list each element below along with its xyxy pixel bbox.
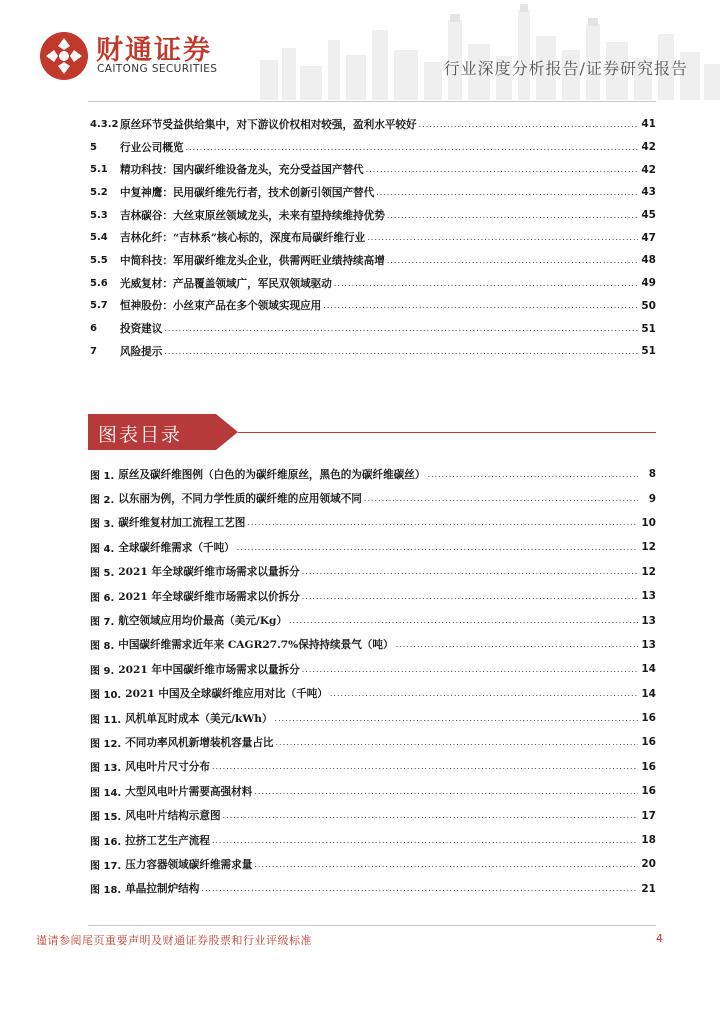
figure-entry[interactable] bbox=[90, 511, 656, 535]
figure-page: 13 bbox=[641, 614, 656, 627]
toc-number: 5.7 bbox=[90, 300, 108, 312]
figure-title: 风电叶片结构示意图 bbox=[125, 810, 221, 823]
table-of-contents bbox=[90, 113, 656, 363]
toc-page: 50 bbox=[641, 299, 656, 312]
toc-number: 5.5 bbox=[90, 254, 108, 266]
figure-title: 中国碳纤维需求近年来 CAGR27.7%保持持续景气（吨） bbox=[118, 639, 394, 652]
figure-entry[interactable] bbox=[90, 803, 656, 827]
figure-title: 航空领域应用均价最高（美元/Kg） bbox=[118, 615, 288, 628]
toc-entry[interactable] bbox=[90, 181, 656, 204]
figure-entry[interactable] bbox=[90, 755, 656, 779]
toc-title: 吉林碳谷：大丝束原丝领域龙头，未来有望持续维持优势 bbox=[120, 209, 385, 222]
figure-title: 单晶拉制炉结构 bbox=[125, 883, 200, 896]
figure-number: 图 14. bbox=[90, 787, 122, 799]
leader-dots bbox=[427, 470, 638, 479]
figure-title: 大型风电叶片需要高强材料 bbox=[125, 785, 253, 798]
toc-page: 45 bbox=[641, 209, 656, 222]
toc-page: 48 bbox=[641, 254, 656, 267]
leader-dots bbox=[276, 738, 638, 747]
toc-entry[interactable] bbox=[90, 249, 656, 272]
figure-number: 图 13. bbox=[90, 763, 122, 775]
leader-dots bbox=[164, 347, 638, 356]
figure-number: 图 7. bbox=[90, 617, 115, 629]
toc-page: 42 bbox=[641, 163, 656, 176]
figure-page: 13 bbox=[641, 638, 656, 651]
leader-dots bbox=[289, 616, 638, 625]
figure-number: 图 8. bbox=[90, 641, 115, 653]
toc-entry[interactable] bbox=[90, 158, 656, 181]
leader-dots bbox=[275, 714, 638, 723]
toc-entry[interactable] bbox=[90, 204, 656, 227]
toc-page: 43 bbox=[641, 186, 656, 199]
figure-list bbox=[90, 462, 656, 901]
figure-number: 图 6. bbox=[90, 592, 115, 604]
figure-entry[interactable] bbox=[90, 584, 656, 608]
figure-page: 16 bbox=[641, 736, 656, 749]
figure-title: 风机单瓦时成本（美元/kWh） bbox=[125, 712, 273, 725]
figure-entry[interactable] bbox=[90, 560, 656, 584]
leader-dots bbox=[254, 787, 638, 796]
figure-page: 20 bbox=[641, 858, 656, 871]
leader-dots bbox=[254, 860, 638, 869]
figure-page: 16 bbox=[641, 760, 656, 773]
figure-title: 2021 中国及全球碳纤维应用对比（千吨） bbox=[125, 688, 328, 701]
caitong-logo-icon bbox=[38, 30, 90, 82]
figure-number: 图 5. bbox=[90, 568, 115, 580]
figure-number: 图 15. bbox=[90, 812, 122, 824]
toc-page: 51 bbox=[641, 345, 656, 358]
footer-divider bbox=[88, 925, 656, 926]
figure-title: 原丝及碳纤维图例（白色的为碳纤维原丝，黑色的为碳纤维碳丝） bbox=[118, 468, 426, 481]
toc-title: 中复神鹰：民用碳纤维先行者，技术创新引领国产替代 bbox=[120, 186, 375, 199]
figure-entry[interactable] bbox=[90, 633, 656, 657]
figure-entry[interactable] bbox=[90, 877, 656, 901]
toc-number: 7 bbox=[90, 345, 97, 357]
figure-page: 18 bbox=[641, 834, 656, 847]
leader-dots bbox=[201, 884, 638, 893]
toc-page: 51 bbox=[641, 322, 656, 335]
figure-page: 16 bbox=[641, 712, 656, 725]
city-skyline-image bbox=[250, 0, 724, 100]
leader-dots bbox=[419, 120, 638, 129]
figure-entry[interactable] bbox=[90, 730, 656, 754]
figure-title: 压力容器领域碳纤维需求量 bbox=[125, 858, 253, 871]
brand-name-en: CAITONG SECURITIES bbox=[97, 63, 218, 75]
toc-title: 光威复材：产品覆盖领域广，军民双领域驱动 bbox=[120, 277, 332, 290]
toc-entry[interactable] bbox=[90, 317, 656, 340]
figure-number: 图 3. bbox=[90, 519, 115, 531]
toc-page: 49 bbox=[641, 277, 656, 290]
figure-page: 16 bbox=[641, 785, 656, 798]
figure-number: 图 9. bbox=[90, 665, 115, 677]
leader-dots bbox=[330, 689, 638, 698]
figure-number: 图 10. bbox=[90, 690, 122, 702]
figure-page: 13 bbox=[641, 590, 656, 603]
toc-page: 41 bbox=[641, 118, 656, 131]
toc-number: 5.3 bbox=[90, 209, 108, 221]
page-number: 4 bbox=[656, 932, 663, 945]
toc-title: 精功科技：国内碳纤维设备龙头，充分受益国产替代 bbox=[120, 164, 364, 177]
leader-dots bbox=[302, 592, 638, 601]
figure-number: 图 16. bbox=[90, 836, 122, 848]
footer-disclaimer[interactable]: 谨请参阅尾页重要声明及财通证券股票和行业评级标准 bbox=[36, 934, 312, 947]
toc-entry[interactable] bbox=[90, 226, 656, 249]
figure-entry[interactable] bbox=[90, 852, 656, 876]
figure-page: 9 bbox=[648, 492, 656, 505]
banner-rule bbox=[238, 432, 656, 433]
leader-dots bbox=[376, 188, 638, 197]
leader-dots bbox=[387, 211, 638, 220]
figure-page: 17 bbox=[641, 809, 656, 822]
toc-entry[interactable] bbox=[90, 136, 656, 159]
figure-page: 21 bbox=[641, 882, 656, 895]
toc-title: 恒神股份：小丝束产品在多个领域实现应用 bbox=[120, 300, 322, 313]
figure-page: 10 bbox=[641, 516, 656, 529]
toc-entry[interactable] bbox=[90, 272, 656, 295]
figure-number: 图 17. bbox=[90, 860, 122, 872]
toc-entry[interactable] bbox=[90, 295, 656, 318]
report-type: 行业深度分析报告/证券研究报告 bbox=[443, 59, 688, 78]
leader-dots bbox=[323, 301, 638, 310]
figure-title: 碳纤维复材加工流程工艺图 bbox=[118, 517, 246, 530]
figure-page: 14 bbox=[641, 687, 656, 700]
figure-entry[interactable] bbox=[90, 682, 656, 706]
figure-number: 图 11. bbox=[90, 714, 122, 726]
figure-title: 不同功率风机新增装机容量占比 bbox=[125, 736, 274, 749]
toc-entry[interactable] bbox=[90, 113, 656, 136]
toc-title: 吉林化纤：“吉林系”核心标的，深度布局碳纤维行业 bbox=[120, 232, 366, 245]
figure-entry[interactable] bbox=[90, 706, 656, 730]
figure-number: 图 1. bbox=[90, 470, 115, 482]
toc-title: 行业公司概览 bbox=[120, 141, 184, 154]
figure-list-heading: 图表目录 bbox=[98, 424, 183, 446]
leader-dots bbox=[237, 543, 638, 552]
toc-number: 5.2 bbox=[90, 186, 108, 198]
toc-number: 6 bbox=[90, 323, 97, 335]
figure-page: 12 bbox=[641, 541, 656, 554]
figure-page: 8 bbox=[648, 468, 656, 481]
figure-entry[interactable] bbox=[90, 462, 656, 486]
leader-dots bbox=[367, 233, 638, 242]
figure-number: 图 12. bbox=[90, 738, 122, 750]
leader-dots bbox=[186, 143, 638, 152]
figure-entry[interactable] bbox=[90, 828, 656, 852]
toc-number: 5.4 bbox=[90, 232, 108, 244]
figure-number: 图 4. bbox=[90, 543, 115, 555]
figure-list-banner bbox=[88, 414, 656, 450]
toc-entry[interactable] bbox=[90, 340, 656, 363]
figure-title: 全球碳纤维需求（千吨） bbox=[118, 541, 235, 554]
figure-page: 12 bbox=[641, 565, 656, 578]
figure-title: 2021 年全球碳纤维市场需求以量拆分 bbox=[118, 566, 300, 579]
figure-number: 图 2. bbox=[90, 495, 115, 507]
figure-entry[interactable] bbox=[90, 535, 656, 559]
figure-title: 拉挤工艺生产流程 bbox=[125, 834, 210, 847]
figure-entry[interactable] bbox=[90, 486, 656, 510]
figure-page: 14 bbox=[641, 663, 656, 676]
figure-title: 2021 年全球碳纤维市场需求以价拆分 bbox=[118, 590, 300, 603]
figure-entry[interactable] bbox=[90, 657, 656, 681]
toc-title: 投资建议 bbox=[120, 323, 163, 336]
toc-title: 风险提示 bbox=[120, 345, 163, 358]
toc-number: 5.1 bbox=[90, 164, 108, 176]
figure-entry[interactable] bbox=[90, 608, 656, 632]
leader-dots bbox=[212, 762, 638, 771]
leader-dots bbox=[387, 256, 638, 265]
toc-page: 42 bbox=[641, 141, 656, 154]
leader-dots bbox=[396, 640, 638, 649]
toc-page: 47 bbox=[641, 231, 656, 244]
leader-dots bbox=[302, 665, 638, 674]
toc-title: 中简科技：军用碳纤维龙头企业，供需两旺业绩持续高增 bbox=[120, 254, 385, 267]
leader-dots bbox=[366, 165, 638, 174]
leader-dots bbox=[364, 494, 638, 503]
toc-number: 5 bbox=[90, 141, 97, 153]
header-divider bbox=[88, 101, 656, 102]
toc-number: 4.3.2 bbox=[90, 118, 119, 130]
figure-title: 以东丽为例，不同力学性质的碳纤维的应用领域不同 bbox=[118, 493, 362, 506]
toc-number: 5.6 bbox=[90, 277, 108, 289]
figure-title: 风电叶片尺寸分布 bbox=[125, 761, 210, 774]
figure-number: 图 18. bbox=[90, 885, 122, 897]
leader-dots bbox=[247, 518, 638, 527]
figure-title: 2021 年中国碳纤维市场需求以量拆分 bbox=[118, 663, 300, 676]
figure-entry[interactable] bbox=[90, 779, 656, 803]
brand-name-cn: 财通证券 bbox=[96, 35, 212, 66]
leader-dots bbox=[334, 279, 638, 288]
page-header bbox=[0, 0, 724, 102]
toc-title: 原丝环节受益供给集中，对下游议价权相对较强，盈利水平较好 bbox=[120, 118, 417, 131]
leader-dots bbox=[164, 324, 638, 333]
leader-dots bbox=[223, 811, 638, 820]
leader-dots bbox=[302, 567, 638, 576]
leader-dots bbox=[212, 836, 638, 845]
